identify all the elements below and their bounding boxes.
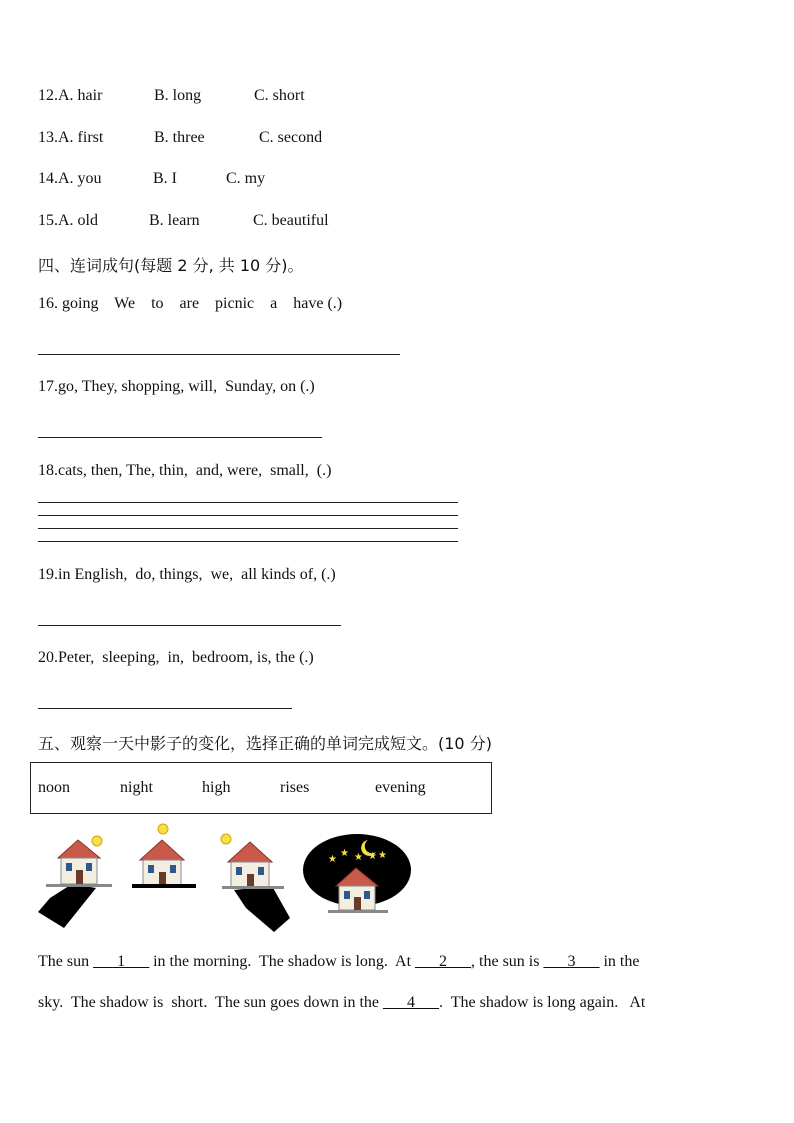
blank-3[interactable]: ___3___: [543, 953, 600, 970]
blank-4[interactable]: ___4___: [383, 994, 440, 1011]
passage-text: sky. The shadow is short. The sun goes down in the: [38, 994, 384, 1011]
word-bank-item: rises: [280, 779, 310, 796]
morning-house-picture: [36, 830, 116, 930]
option-b: B. I: [153, 170, 177, 187]
question-17: 17.go, They, shopping, will, Sunday, on (.): [38, 378, 315, 395]
passage-line-1: [38, 953, 639, 971]
passage-text: . The shadow is long again. At: [439, 994, 646, 1011]
word-bank-item: night: [120, 779, 153, 796]
choice-row-13: [38, 129, 322, 147]
option-a: A. you: [58, 170, 102, 187]
evening-house-picture: [214, 830, 294, 935]
svg-text:★: ★: [328, 854, 337, 865]
answer-line-16[interactable]: [38, 354, 400, 355]
passage-text: in the: [599, 953, 640, 970]
section-4-heading: 四、连词成句(每题 2 分, 共 10 分)。: [38, 256, 304, 275]
answer-line-18a[interactable]: [38, 502, 458, 503]
option-c: C. beautiful: [253, 212, 329, 229]
answer-line-18d[interactable]: [38, 541, 458, 542]
choice-number: 13.: [38, 129, 58, 146]
choice-row-14: [38, 170, 265, 188]
answer-line-20[interactable]: [38, 708, 292, 709]
answer-line-19[interactable]: [38, 625, 341, 626]
blank-1[interactable]: ___1___: [93, 953, 150, 970]
passage-text: , the sun is: [471, 953, 544, 970]
choice-row-15: [38, 212, 329, 230]
option-b: B. long: [154, 87, 202, 104]
choice-number: 15.: [38, 212, 58, 229]
question-16: 16. going We to are picnic a have (.): [38, 295, 343, 312]
option-b: B. three: [154, 129, 205, 146]
night-house-picture: [302, 832, 414, 916]
blank-2[interactable]: ___2___: [415, 953, 472, 970]
section-5-heading: 五、观察一天中影子的变化，选择正确的单词完成短文。(10 分): [38, 734, 492, 753]
question-18: 18.cats, then, The, thin, and, were, small, (.): [38, 462, 332, 479]
word-bank-item: noon: [38, 779, 70, 796]
svg-text:★: ★: [354, 852, 363, 863]
option-c: C. short: [254, 87, 305, 104]
passage-text: The sun: [38, 953, 94, 970]
option-b: B. learn: [149, 212, 200, 229]
answer-line-18c[interactable]: [38, 528, 458, 529]
option-c: C. my: [226, 170, 266, 187]
passage-text: in the morning. The shadow is long. At: [149, 953, 416, 970]
option-a: A. hair: [58, 87, 103, 104]
option-a: A. first: [58, 129, 104, 146]
answer-line-17[interactable]: [38, 437, 322, 438]
word-bank-item: high: [202, 779, 231, 796]
svg-text:★: ★: [368, 851, 377, 862]
passage-line-2: [38, 994, 645, 1012]
choice-row-12: [38, 87, 305, 105]
svg-text:★: ★: [378, 850, 387, 861]
option-a: A. old: [58, 212, 98, 229]
option-c: C. second: [259, 129, 323, 146]
noon-house-picture: [126, 820, 206, 900]
answer-line-18b[interactable]: [38, 515, 458, 516]
choice-number: 14.: [38, 170, 58, 187]
word-bank-item: evening: [375, 779, 426, 796]
question-20: 20.Peter, sleeping, in, bedroom, is, the (.): [38, 649, 314, 666]
svg-text:★: ★: [340, 848, 349, 859]
choice-number: 12.: [38, 87, 58, 104]
word-bank: [30, 762, 492, 814]
question-19: 19.in English, do, things, we, all kinds of, (.): [38, 566, 336, 583]
